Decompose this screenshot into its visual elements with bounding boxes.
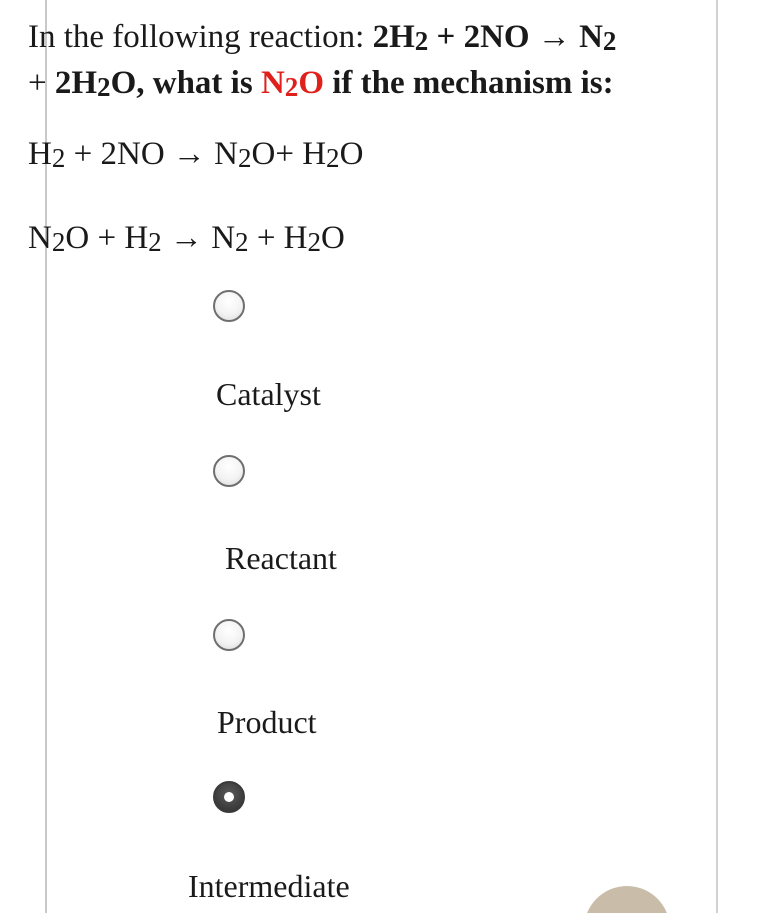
radio-product[interactable] [213,619,245,651]
question-suffix: if the mechanism is: [323,65,614,101]
option-label-intermediate: Intermediate [188,868,350,904]
option-label-reactant: Reactant [225,540,337,576]
option-label-product: Product [217,704,317,740]
floating-action-button[interactable] [584,886,670,913]
question-prefix: In the following reaction: [28,19,373,55]
radio-reactant[interactable] [213,455,245,487]
radio-catalyst[interactable] [213,290,245,322]
radio-selected-dot [224,792,234,802]
mechanism-step-1: $H_2 + 2NO \to N_2O+ H_2O$ [28,136,364,174]
question-mid: , what is [136,65,261,101]
mechanism-step-2: $N_2O + H_2 \to N_2 + H_2O$ [28,220,345,258]
highlighted-species: $N_2O$ [260,65,324,103]
question-line2: + $2H_2O$ [28,65,137,103]
option-label-catalyst: Catalyst [216,376,321,412]
right-border-line [716,0,718,913]
overall-reaction: $2H_2 + 2NO \to N_2$ [372,19,617,57]
radio-intermediate[interactable] [213,781,245,813]
question-text [28,14,708,106]
